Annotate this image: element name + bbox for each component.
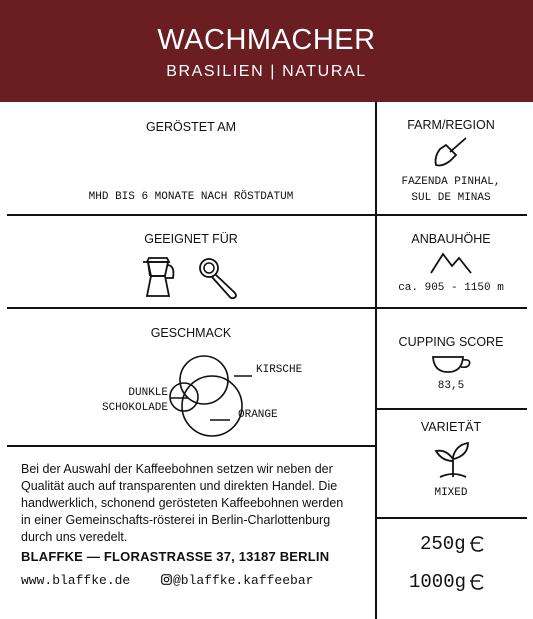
divider-left-2 [7,307,375,309]
taste-circles-diagram [150,350,270,440]
divider-left-3 [7,445,375,447]
altitude-label: ANBAUHÖHE [411,232,491,246]
column-divider-lower [375,446,377,619]
website-link[interactable]: www.blaffke.de [21,573,131,588]
taste-note-cherry: KIRSCHE [256,364,303,376]
altitude-value: ca. 905 - 1150 m [398,282,504,294]
weight-option-1000: 1000g [409,571,467,593]
variety-label: VARIETÄT [420,420,482,434]
euro-icon [470,536,486,552]
taste-label: GESCHMACK [150,326,232,340]
farm-line-1: FAZENDA PINHAL, [401,176,501,188]
shovel-icon [434,137,468,167]
variety-value: MIXED [434,487,468,499]
taste-note-chocolate-1: DUNKLE [128,387,168,399]
description-text: Bei der Auswahl der Kaffeebohnen setzen wir neben der Qualität auch auf transparenten und direkten Handel. Die handwerklich, schonend gerösteten Kaffeebohnen werden in einer Gemeinschafts-rösterei in Berlin-Charlottenburg durch uns veredelt. [21,462,344,544]
best-before-text: MHD BIS 6 MONATE NACH RÖSTDATUM [88,191,294,203]
instagram-icon [161,574,172,585]
header-band [0,0,533,102]
moka-pot-icon [139,256,179,300]
weight-option-250: 250g [420,533,466,555]
divider-right-1 [375,214,527,216]
farm-line-2: SUL DE MINAS [411,192,491,204]
plant-icon [432,441,474,479]
divider-right-3 [375,408,527,410]
product-title: WACHMACHER [157,24,376,56]
taste-note-chocolate-2: SCHOKOLADE [101,402,168,414]
divider-left-1 [7,214,375,216]
instagram-handle[interactable]: @blaffke.kaffeebar [173,573,314,588]
product-subtitle: BRASILIEN | NATURAL [166,63,367,80]
farm-label: FARM/REGION [407,118,495,132]
taste-note-orange: ORANGE [238,409,278,421]
column-divider [375,102,377,446]
address-line: BLAFFKE — FLORASTRASSE 37, 13187 BERLIN [21,549,330,564]
mountain-icon [430,252,472,274]
euro-icon [470,574,486,590]
portafilter-icon [196,256,242,300]
cupping-label: CUPPING SCORE [398,335,504,349]
cupping-value: 83,5 [437,380,465,392]
cup-icon [432,356,474,374]
suitable-label: GEEIGNET FÜR [144,232,238,246]
roast-label: GERÖSTET AM [145,120,237,134]
divider-right-2 [375,307,527,309]
divider-right-4 [375,517,527,519]
